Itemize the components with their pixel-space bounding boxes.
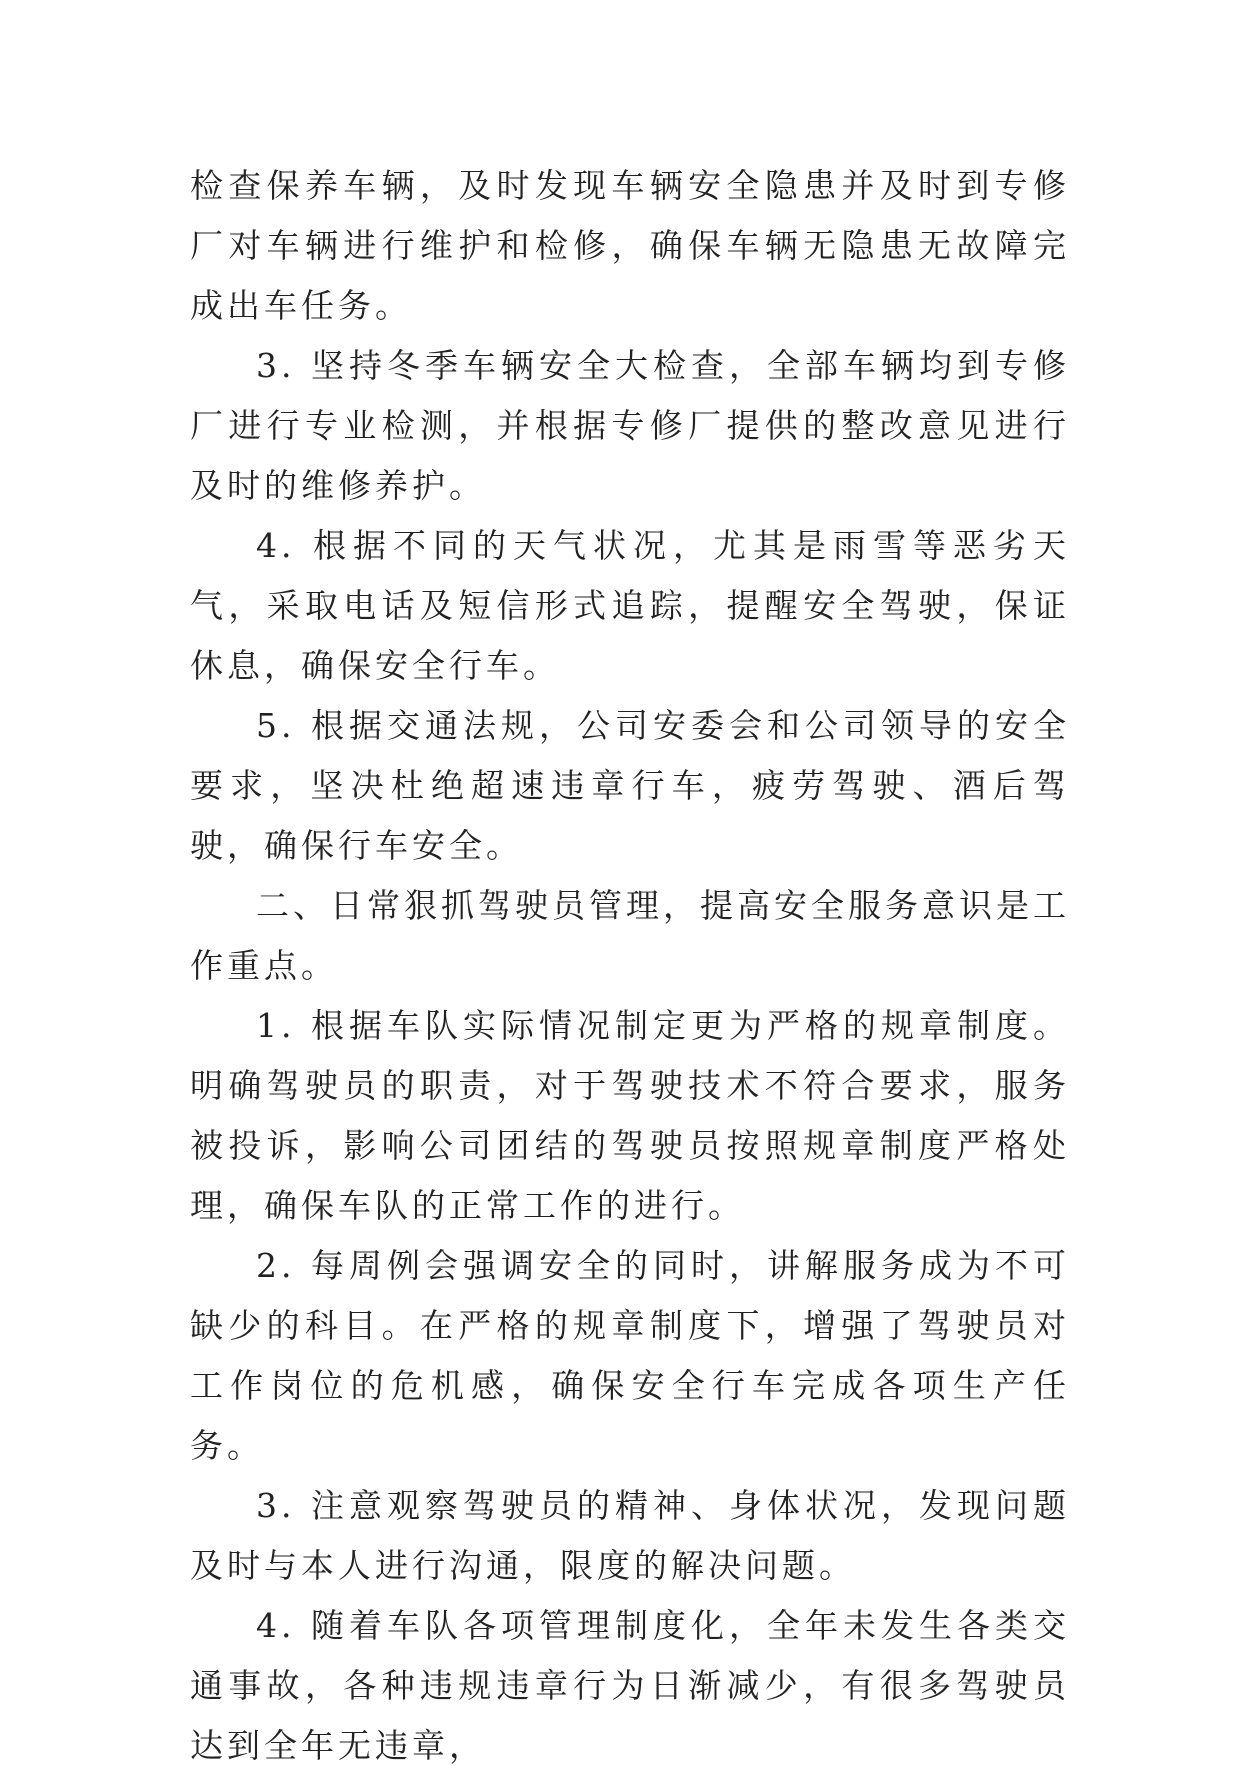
paragraph-item-4-results: 4. 随着车队各项管理制度化，全年未发生各类交通事故，各种违规违章行为日渐减少，有很多驾驶员达到全年无违章，: [190, 1606, 1070, 1765]
paragraph-item-5-traffic-rules: 5. 根据交通法规，公司安委会和公司领导的安全要求，坚决杜绝超速违章行车，疲劳驾驶、酒后驾驶，确保行车安全。: [190, 706, 1070, 865]
paragraph-item-2-weekly-meeting: 2. 每周例会强调安全的同时，讲解服务成为不可缺少的科目。在严格的规章制度下，增强了驾驶员对工作岗位的危机感，确保安全行车完成各项生产任务。: [190, 1246, 1070, 1465]
paragraph-item-3-driver-condition: 3. 注意观察驾驶员的精神、身体状况，发现问题及时与本人进行沟通，限度的解决问题。: [190, 1486, 1070, 1585]
paragraph-item-4-weather: 4. 根据不同的天气状况，尤其是雨雪等恶劣天气，采取电话及短信形式追踪，提醒安全驾驶，保证休息，确保安全行车。: [190, 526, 1070, 685]
paragraph-continuation: 检查保养车辆，及时发现车辆安全隐患并及时到专修厂对车辆进行维护和检修，确保车辆无隐患无故障完成出车任务。: [190, 166, 1070, 325]
section-heading-driver-management: 二、日常狠抓驾驶员管理，提高安全服务意识是工作重点。: [190, 886, 1070, 985]
document-body: [190, 156, 1070, 1776]
paragraph-item-1-regulations: 1. 根据车队实际情况制定更为严格的规章制度。明确驾驶员的职责，对于驾驶技术不符合要求，服务被投诉，影响公司团结的驾驶员按照规章制度严格处理，确保车队的正常工作的进行。: [190, 1006, 1070, 1225]
paragraph-item-3-winter-inspection: 3. 坚持冬季车辆安全大检查，全部车辆均到专修厂进行专业检测，并根据专修厂提供的整改意见进行及时的维修养护。: [190, 346, 1070, 505]
